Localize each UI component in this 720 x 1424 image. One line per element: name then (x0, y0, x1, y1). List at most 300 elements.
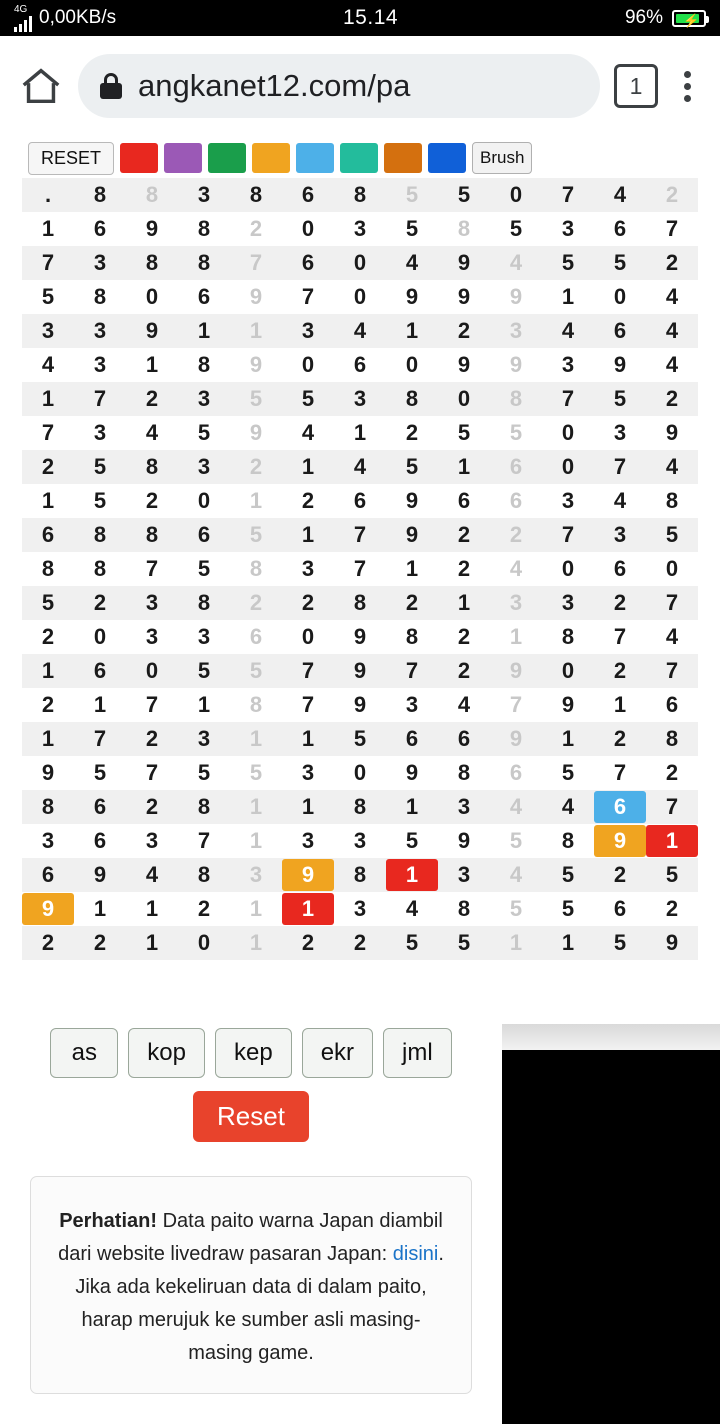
grid-cell[interactable] (22, 484, 74, 518)
grid-cell[interactable] (594, 688, 646, 722)
grid-cell[interactable] (490, 348, 542, 382)
grid-cell[interactable] (282, 280, 334, 314)
grid-cell[interactable] (126, 926, 178, 960)
grid-cell[interactable] (334, 790, 386, 824)
grid-cell[interactable] (74, 620, 126, 654)
grid-cell[interactable] (334, 688, 386, 722)
grid-cell[interactable] (594, 620, 646, 654)
grid-cell[interactable] (542, 654, 594, 688)
grid-cell[interactable] (438, 484, 490, 518)
grid-cell[interactable] (438, 552, 490, 586)
grid-cell[interactable] (230, 756, 282, 790)
grid-cell[interactable] (230, 212, 282, 246)
grid-cell[interactable] (438, 416, 490, 450)
grid-cell[interactable] (542, 824, 594, 858)
grid-cell[interactable] (74, 722, 126, 756)
reset-button[interactable]: Reset (193, 1091, 309, 1142)
grid-cell[interactable] (646, 790, 698, 824)
grid-cell[interactable] (282, 586, 334, 620)
grid-cell[interactable] (230, 552, 282, 586)
grid-cell[interactable] (74, 654, 126, 688)
grid-cell[interactable] (646, 484, 698, 518)
grid-cell[interactable] (490, 280, 542, 314)
grid-cell[interactable] (334, 654, 386, 688)
grid-cell[interactable] (230, 348, 282, 382)
grid-cell[interactable] (126, 688, 178, 722)
grid-cell[interactable] (22, 858, 74, 892)
grid-cell[interactable] (490, 246, 542, 280)
grid-cell[interactable] (126, 756, 178, 790)
grid-cell[interactable] (438, 280, 490, 314)
grid-cell[interactable] (386, 722, 438, 756)
grid-cell[interactable] (334, 518, 386, 552)
grid-cell[interactable] (438, 586, 490, 620)
grid-cell[interactable] (230, 892, 282, 926)
grid-cell[interactable] (74, 858, 126, 892)
filter-button-ekr[interactable]: ekr (302, 1028, 373, 1078)
grid-cell[interactable] (126, 416, 178, 450)
grid-cell[interactable] (22, 212, 74, 246)
grid-cell[interactable] (490, 586, 542, 620)
grid-cell[interactable] (386, 654, 438, 688)
grid-cell[interactable] (22, 518, 74, 552)
grid-cell[interactable] (22, 280, 74, 314)
grid-cell[interactable] (594, 450, 646, 484)
grid-cell[interactable] (22, 722, 74, 756)
grid-cell[interactable] (594, 858, 646, 892)
home-icon[interactable] (18, 63, 64, 109)
grid-cell[interactable] (126, 858, 178, 892)
grid-cell[interactable] (386, 688, 438, 722)
grid-cell[interactable] (438, 892, 490, 926)
grid-cell[interactable] (490, 824, 542, 858)
grid-cell[interactable] (126, 178, 178, 212)
grid-cell[interactable] (74, 756, 126, 790)
grid-cell[interactable] (542, 314, 594, 348)
grid-cell[interactable] (74, 382, 126, 416)
filter-button-kep[interactable]: kep (215, 1028, 292, 1078)
grid-cell[interactable] (490, 688, 542, 722)
grid-cell[interactable] (542, 450, 594, 484)
grid-cell[interactable] (594, 382, 646, 416)
grid-cell[interactable] (438, 314, 490, 348)
grid-cell[interactable] (386, 552, 438, 586)
grid-cell[interactable] (386, 416, 438, 450)
grid-cell[interactable] (230, 824, 282, 858)
grid-cell[interactable] (438, 858, 490, 892)
grid-cell[interactable] (282, 552, 334, 586)
grid-cell[interactable] (282, 518, 334, 552)
grid-cell[interactable] (334, 314, 386, 348)
grid-cell[interactable] (22, 654, 74, 688)
grid-cell[interactable] (490, 858, 542, 892)
grid-cell[interactable] (126, 790, 178, 824)
grid-cell[interactable] (334, 892, 386, 926)
grid-cell[interactable] (334, 450, 386, 484)
grid-cell[interactable] (386, 212, 438, 246)
grid-cell[interactable] (594, 790, 646, 824)
grid-cell[interactable] (542, 892, 594, 926)
grid-cell[interactable] (126, 382, 178, 416)
grid-cell[interactable] (334, 722, 386, 756)
grid-cell[interactable] (646, 858, 698, 892)
grid-cell[interactable] (386, 484, 438, 518)
grid-cell[interactable] (230, 858, 282, 892)
grid-cell[interactable] (646, 620, 698, 654)
grid-cell[interactable] (282, 314, 334, 348)
grid-cell[interactable] (542, 756, 594, 790)
color-swatch-brown[interactable] (384, 143, 422, 173)
grid-cell[interactable] (646, 552, 698, 586)
grid-cell[interactable] (594, 178, 646, 212)
notice-link[interactable]: disini (392, 1243, 439, 1265)
grid-cell[interactable] (490, 416, 542, 450)
grid-cell[interactable] (282, 654, 334, 688)
grid-cell[interactable] (282, 926, 334, 960)
grid-cell[interactable] (386, 824, 438, 858)
grid-cell[interactable] (282, 348, 334, 382)
grid-cell[interactable] (74, 348, 126, 382)
grid-cell[interactable] (438, 688, 490, 722)
grid-cell[interactable] (126, 518, 178, 552)
grid-cell[interactable] (542, 212, 594, 246)
grid-cell[interactable] (386, 382, 438, 416)
grid-cell[interactable] (594, 654, 646, 688)
grid-cell[interactable] (126, 280, 178, 314)
grid-cell[interactable] (646, 280, 698, 314)
grid-cell[interactable] (126, 892, 178, 926)
grid-cell[interactable] (22, 892, 74, 926)
grid-cell[interactable] (490, 756, 542, 790)
grid-cell[interactable] (178, 450, 230, 484)
grid-cell[interactable] (594, 246, 646, 280)
color-swatch-green[interactable] (208, 143, 246, 173)
grid-cell[interactable] (178, 552, 230, 586)
tab-count-button[interactable]: 1 (614, 64, 658, 108)
grid-cell[interactable] (490, 382, 542, 416)
grid-cell[interactable] (334, 756, 386, 790)
grid-cell[interactable] (230, 178, 282, 212)
grid-cell[interactable] (594, 722, 646, 756)
grid-cell[interactable] (542, 382, 594, 416)
grid-cell[interactable] (386, 246, 438, 280)
grid-cell[interactable] (74, 790, 126, 824)
grid-cell[interactable] (282, 212, 334, 246)
grid-cell[interactable] (594, 518, 646, 552)
grid-cell[interactable] (438, 926, 490, 960)
grid-cell[interactable] (594, 348, 646, 382)
reset-colors-button[interactable]: RESET (28, 142, 114, 175)
grid-cell[interactable] (542, 518, 594, 552)
grid-cell[interactable] (646, 416, 698, 450)
brush-button[interactable]: Brush (472, 142, 532, 174)
grid-cell[interactable] (178, 178, 230, 212)
grid-cell[interactable] (646, 926, 698, 960)
grid-cell[interactable] (282, 790, 334, 824)
grid-cell[interactable] (178, 756, 230, 790)
grid-cell[interactable] (178, 484, 230, 518)
grid-cell[interactable] (126, 824, 178, 858)
grid-cell[interactable] (178, 722, 230, 756)
grid-cell[interactable] (282, 416, 334, 450)
grid-cell[interactable] (386, 348, 438, 382)
grid-cell[interactable] (126, 586, 178, 620)
grid-cell[interactable] (594, 926, 646, 960)
grid-cell[interactable] (230, 620, 282, 654)
grid-cell[interactable] (282, 722, 334, 756)
grid-cell[interactable] (74, 246, 126, 280)
grid-cell[interactable] (646, 688, 698, 722)
grid-cell[interactable] (126, 484, 178, 518)
grid-cell[interactable] (386, 858, 438, 892)
grid-cell[interactable] (490, 314, 542, 348)
grid-cell[interactable] (438, 450, 490, 484)
grid-cell[interactable] (334, 858, 386, 892)
grid-cell[interactable] (282, 892, 334, 926)
grid-cell[interactable] (282, 246, 334, 280)
grid-cell[interactable] (542, 586, 594, 620)
grid-cell[interactable] (438, 246, 490, 280)
grid-cell[interactable] (542, 484, 594, 518)
grid-cell[interactable] (282, 484, 334, 518)
grid-cell[interactable] (22, 586, 74, 620)
grid-cell[interactable] (646, 178, 698, 212)
grid-cell[interactable] (178, 246, 230, 280)
grid-cell[interactable] (178, 212, 230, 246)
grid-cell[interactable] (74, 688, 126, 722)
grid-cell[interactable] (646, 892, 698, 926)
grid-cell[interactable] (386, 620, 438, 654)
grid-cell[interactable] (438, 756, 490, 790)
grid-cell[interactable] (74, 518, 126, 552)
grid-cell[interactable] (334, 620, 386, 654)
paito-grid[interactable] (22, 178, 698, 960)
color-swatch-blue[interactable] (428, 143, 466, 173)
filter-button-kop[interactable]: kop (128, 1028, 205, 1078)
grid-cell[interactable] (334, 246, 386, 280)
grid-cell[interactable] (74, 416, 126, 450)
grid-cell[interactable] (646, 246, 698, 280)
grid-cell[interactable] (490, 620, 542, 654)
grid-cell[interactable] (74, 450, 126, 484)
grid-cell[interactable] (74, 926, 126, 960)
grid-cell[interactable] (490, 892, 542, 926)
grid-cell[interactable] (178, 586, 230, 620)
grid-cell[interactable] (386, 450, 438, 484)
grid-cell[interactable] (282, 620, 334, 654)
grid-cell[interactable] (230, 518, 282, 552)
grid-cell[interactable] (646, 212, 698, 246)
grid-cell[interactable] (22, 178, 74, 212)
grid-cell[interactable] (542, 926, 594, 960)
grid-cell[interactable] (594, 314, 646, 348)
grid-cell[interactable] (74, 484, 126, 518)
grid-cell[interactable] (22, 688, 74, 722)
grid-cell[interactable] (594, 484, 646, 518)
grid-cell[interactable] (22, 348, 74, 382)
grid-cell[interactable] (22, 382, 74, 416)
grid-cell[interactable] (74, 314, 126, 348)
grid-cell[interactable] (22, 790, 74, 824)
grid-cell[interactable] (282, 382, 334, 416)
grid-cell[interactable] (74, 552, 126, 586)
grid-cell[interactable] (282, 450, 334, 484)
grid-cell[interactable] (542, 280, 594, 314)
grid-cell[interactable] (230, 280, 282, 314)
grid-cell[interactable] (178, 790, 230, 824)
grid-cell[interactable] (22, 620, 74, 654)
grid-cell[interactable] (178, 416, 230, 450)
grid-cell[interactable] (230, 790, 282, 824)
color-swatch-red[interactable] (120, 143, 158, 173)
grid-cell[interactable] (594, 586, 646, 620)
grid-cell[interactable] (178, 280, 230, 314)
grid-cell[interactable] (490, 722, 542, 756)
grid-cell[interactable] (22, 246, 74, 280)
grid-cell[interactable] (646, 824, 698, 858)
grid-cell[interactable] (22, 552, 74, 586)
grid-cell[interactable] (178, 858, 230, 892)
grid-cell[interactable] (230, 416, 282, 450)
grid-cell[interactable] (334, 926, 386, 960)
grid-cell[interactable] (490, 212, 542, 246)
grid-cell[interactable] (126, 450, 178, 484)
grid-cell[interactable] (438, 620, 490, 654)
grid-cell[interactable] (438, 348, 490, 382)
grid-cell[interactable] (542, 348, 594, 382)
grid-cell[interactable] (126, 654, 178, 688)
grid-cell[interactable] (126, 620, 178, 654)
grid-cell[interactable] (438, 722, 490, 756)
grid-cell[interactable] (178, 688, 230, 722)
grid-cell[interactable] (74, 178, 126, 212)
grid-cell[interactable] (334, 586, 386, 620)
grid-cell[interactable] (22, 756, 74, 790)
grid-cell[interactable] (594, 552, 646, 586)
grid-cell[interactable] (646, 756, 698, 790)
grid-cell[interactable] (230, 314, 282, 348)
grid-cell[interactable] (386, 518, 438, 552)
grid-cell[interactable] (386, 586, 438, 620)
grid-cell[interactable] (126, 246, 178, 280)
grid-cell[interactable] (230, 926, 282, 960)
grid-cell[interactable] (542, 688, 594, 722)
grid-cell[interactable] (646, 314, 698, 348)
grid-cell[interactable] (490, 450, 542, 484)
grid-cell[interactable] (126, 348, 178, 382)
grid-cell[interactable] (646, 518, 698, 552)
grid-cell[interactable] (386, 892, 438, 926)
grid-cell[interactable] (22, 450, 74, 484)
grid-cell[interactable] (282, 824, 334, 858)
grid-cell[interactable] (542, 858, 594, 892)
grid-cell[interactable] (438, 212, 490, 246)
grid-cell[interactable] (334, 280, 386, 314)
grid-cell[interactable] (386, 756, 438, 790)
grid-cell[interactable] (594, 892, 646, 926)
grid-cell[interactable] (490, 790, 542, 824)
grid-cell[interactable] (230, 450, 282, 484)
grid-cell[interactable] (230, 654, 282, 688)
grid-cell[interactable] (594, 280, 646, 314)
grid-cell[interactable] (282, 756, 334, 790)
grid-cell[interactable] (74, 586, 126, 620)
grid-cell[interactable] (334, 484, 386, 518)
grid-cell[interactable] (334, 178, 386, 212)
grid-cell[interactable] (386, 280, 438, 314)
grid-cell[interactable] (178, 518, 230, 552)
grid-cell[interactable] (542, 246, 594, 280)
grid-cell[interactable] (178, 382, 230, 416)
grid-cell[interactable] (594, 756, 646, 790)
grid-cell[interactable] (594, 416, 646, 450)
grid-cell[interactable] (490, 484, 542, 518)
grid-cell[interactable] (74, 892, 126, 926)
grid-cell[interactable] (594, 824, 646, 858)
grid-cell[interactable] (74, 280, 126, 314)
grid-cell[interactable] (178, 348, 230, 382)
grid-cell[interactable] (22, 416, 74, 450)
grid-cell[interactable] (542, 178, 594, 212)
color-swatch-lightblue[interactable] (296, 143, 334, 173)
grid-cell[interactable] (542, 620, 594, 654)
grid-cell[interactable] (490, 654, 542, 688)
grid-cell[interactable] (126, 552, 178, 586)
grid-cell[interactable] (386, 926, 438, 960)
grid-cell[interactable] (178, 654, 230, 688)
grid-cell[interactable] (490, 552, 542, 586)
filter-button-jml[interactable]: jml (383, 1028, 452, 1078)
grid-cell[interactable] (386, 790, 438, 824)
color-swatch-teal[interactable] (340, 143, 378, 173)
address-bar[interactable] (78, 54, 600, 118)
grid-cell[interactable] (542, 416, 594, 450)
grid-cell[interactable] (334, 348, 386, 382)
grid-cell[interactable] (230, 722, 282, 756)
grid-cell[interactable] (74, 824, 126, 858)
grid-cell[interactable] (282, 688, 334, 722)
grid-cell[interactable] (438, 790, 490, 824)
grid-cell[interactable] (334, 382, 386, 416)
grid-cell[interactable] (22, 314, 74, 348)
grid-cell[interactable] (438, 824, 490, 858)
grid-cell[interactable] (542, 552, 594, 586)
grid-cell[interactable] (334, 552, 386, 586)
grid-cell[interactable] (178, 314, 230, 348)
grid-cell[interactable] (334, 212, 386, 246)
grid-cell[interactable] (126, 722, 178, 756)
grid-cell[interactable] (490, 518, 542, 552)
grid-cell[interactable] (230, 382, 282, 416)
filter-button-as[interactable]: as (50, 1028, 118, 1078)
grid-cell[interactable] (646, 586, 698, 620)
grid-cell[interactable] (646, 382, 698, 416)
color-swatch-orange[interactable] (252, 143, 290, 173)
grid-cell[interactable] (74, 212, 126, 246)
grid-cell[interactable] (126, 314, 178, 348)
grid-cell[interactable] (386, 314, 438, 348)
grid-cell[interactable] (126, 212, 178, 246)
grid-cell[interactable] (438, 654, 490, 688)
grid-cell[interactable] (646, 654, 698, 688)
grid-cell[interactable] (22, 926, 74, 960)
grid-cell[interactable] (542, 790, 594, 824)
grid-cell[interactable] (438, 518, 490, 552)
grid-cell[interactable] (178, 926, 230, 960)
grid-cell[interactable] (542, 722, 594, 756)
color-swatch-purple[interactable] (164, 143, 202, 173)
grid-cell[interactable] (230, 688, 282, 722)
